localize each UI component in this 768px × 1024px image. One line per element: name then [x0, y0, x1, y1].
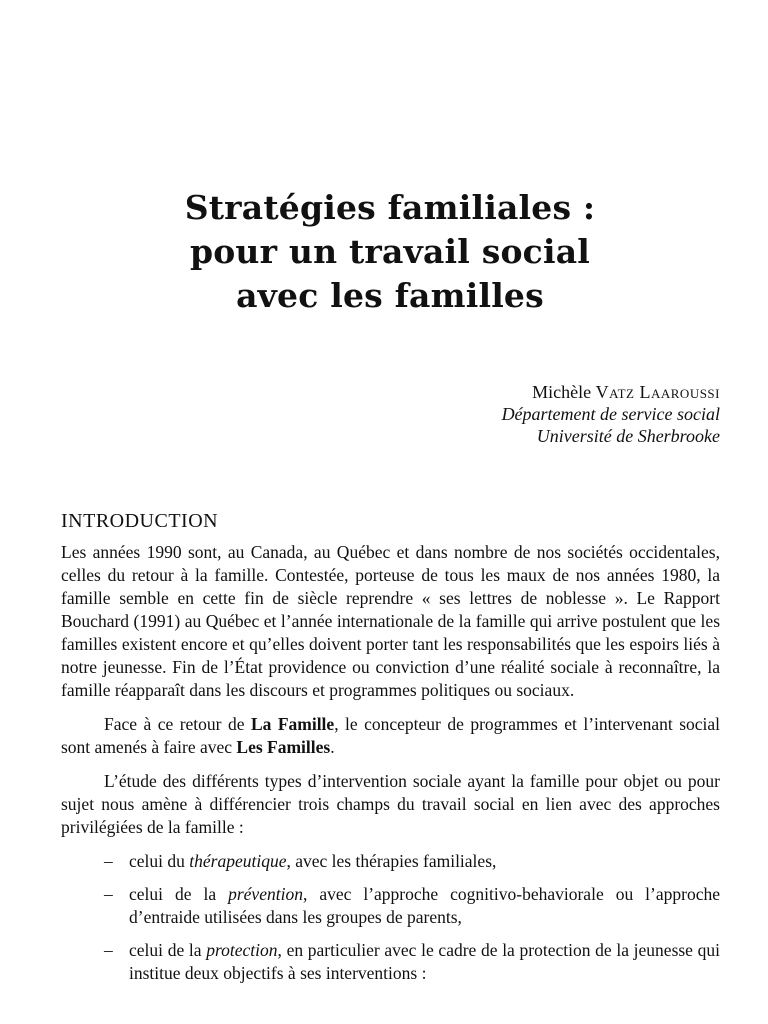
- paragraph-2-text-b: , le concepteur de programmes et l’intervenant social sont amenés à faire avec: [61, 714, 721, 757]
- article-title: [0, 186, 768, 318]
- author-last-name: Vatz Laaroussi: [595, 382, 720, 402]
- section-heading: INTRODUCTION: [61, 510, 219, 532]
- title-line-1: Stratégies familiales :: [184, 188, 596, 227]
- title-line-2: pour un travail social: [189, 232, 591, 271]
- list-item-text: celui de la: [129, 940, 207, 960]
- paragraph-2: [61, 713, 720, 759]
- title-line-3: avec les familles: [236, 276, 544, 315]
- paragraph-1: Les années 1990 sont, au Canada, au Québec et dans nombre de nos sociétés occidentales, celles du retour à la famille. Contestée, porteuse de tous les maux de nos années 1980, la famille semble en cette fin de siècle reprendre « ses lettres de noblesse ». Le Rapport Bouchard (1991) au Québec et l’année internationale de la famille qui arrive postulent que les familles existent encore et qu’elles doivent porter tant les responsabilités que les espoirs liés à notre jeunesse. Fin de l’État providence ou conviction d’une réalité sociale à reconnaître, la famille réapparaît dans les discours et programmes politiques ou sociaux.: [61, 542, 720, 700]
- author-first-name: Michèle: [532, 382, 596, 402]
- list-item-text: celui de la: [129, 884, 229, 904]
- approach-list: [61, 850, 720, 985]
- author-university: Université de Sherbrooke: [536, 426, 720, 446]
- list-item-text: , en particulier avec le cadre de la protection de la jeunesse qui institue deux objectifs à ses interventions :: [129, 940, 721, 983]
- author-block: [502, 381, 720, 447]
- list-dash: –: [104, 884, 113, 904]
- author-department: Département de service social: [501, 404, 720, 424]
- list-dash: –: [104, 851, 113, 871]
- list-item: [61, 883, 720, 929]
- paragraph-3: L’étude des différents types d’intervention sociale ayant la famille pour objet ou pour sujet nous amène à différencier trois champs du travail social en lien avec des approches privilégiées de la famille :: [61, 771, 720, 837]
- article-body: [61, 507, 720, 995]
- list-item-emphasis: prévention: [228, 884, 303, 904]
- list-dash: –: [104, 940, 113, 960]
- author-name: [502, 381, 720, 403]
- list-item: [61, 850, 720, 873]
- list-item-emphasis: thérapeutique: [189, 851, 287, 871]
- list-item: [61, 939, 720, 985]
- paragraph-2-text-c: .: [330, 737, 335, 757]
- list-item-emphasis: protection: [206, 940, 278, 960]
- list-item-text: , avec l’approche cognitivo-behaviorale ou l’approche d’entraide utilisées dans les groupes de parents,: [129, 884, 720, 927]
- paragraph-2-text-a: Face à ce retour de: [104, 714, 251, 734]
- list-item-text: celui du: [129, 851, 190, 871]
- paragraph-2-bold-les-familles: Les Familles: [236, 737, 331, 757]
- list-item-text: , avec les thérapies familiales,: [286, 851, 497, 871]
- paragraph-2-bold-la-famille: La Famille: [250, 714, 335, 734]
